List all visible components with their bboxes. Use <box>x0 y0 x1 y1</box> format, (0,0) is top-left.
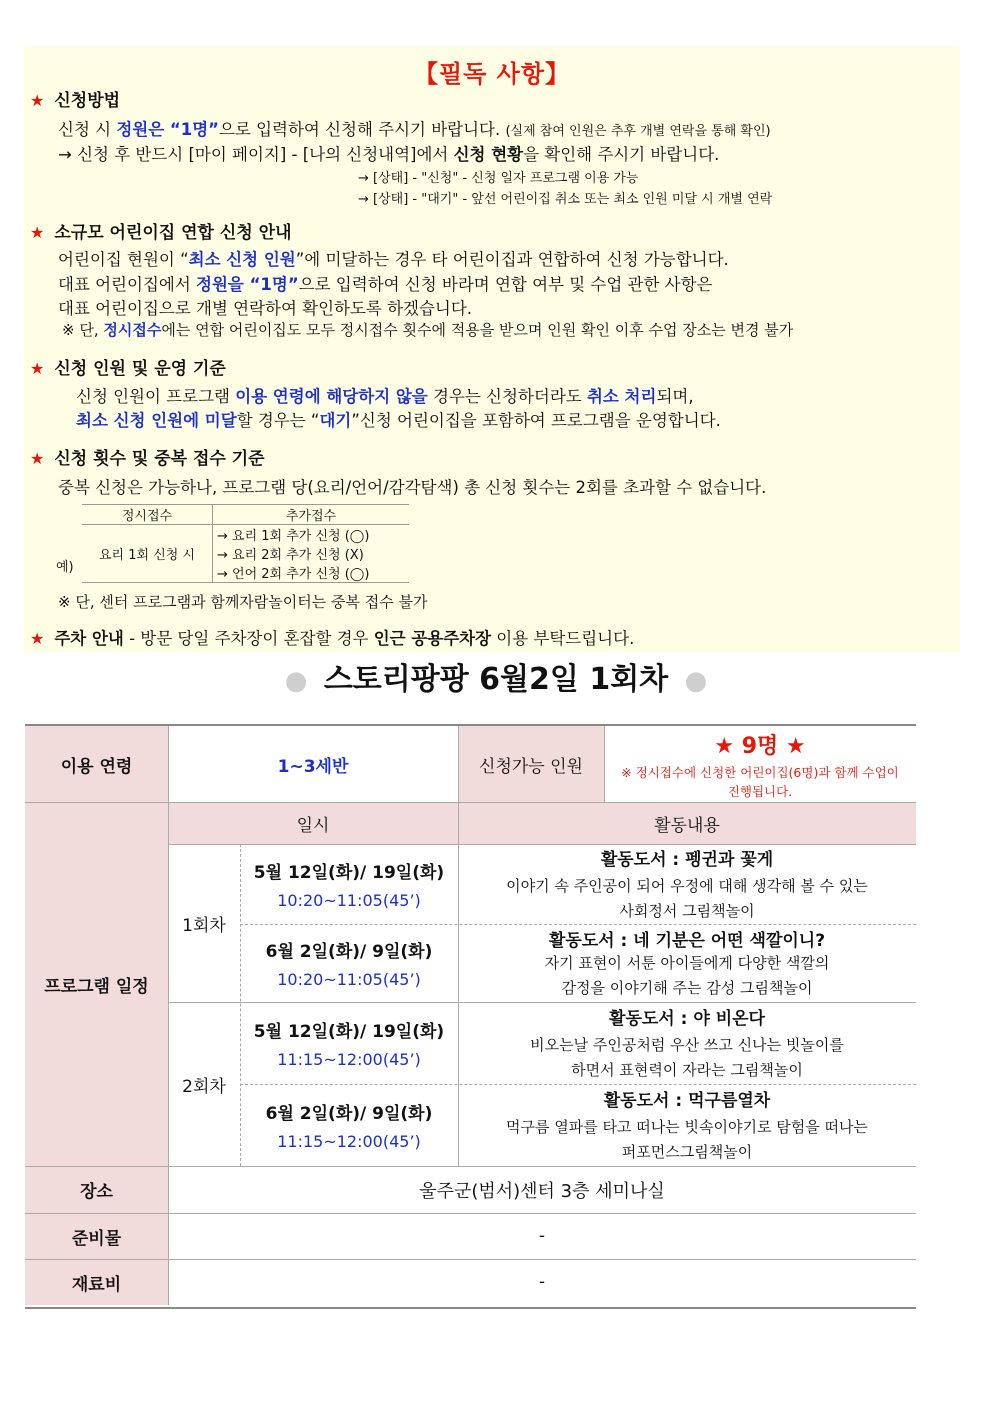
slot-date: 5월 12일(화)/ 19일(화) <box>253 863 445 883</box>
slot-activity <box>458 924 916 1002</box>
slot-date: 6월 2일(화)/ 9일(화) <box>265 1104 433 1124</box>
section-heading: 주차 안내 <box>54 629 124 648</box>
capacity-note: ※ 정시접수에 신청한 어린이집(6명)과 함께 수업이 진행됩니다. <box>621 765 899 799</box>
slot-desc: 감정을 이야기해 주는 감성 그림책놀이 <box>561 978 813 997</box>
slot-book: 활동도서 : 네 기분은 어떤 색깔이니? <box>548 930 826 951</box>
place-value: 울주군(범서)센터 3층 세미나실 <box>419 1180 665 1202</box>
col-activity: 활동내용 <box>458 802 916 844</box>
divider <box>168 844 916 845</box>
program-title-text: 스토리팡팡 6월2일 1회차 <box>323 662 669 697</box>
place-label: 장소 <box>25 1166 168 1213</box>
age-value: 1~3세반 <box>277 756 349 777</box>
slot-activity <box>458 1084 916 1166</box>
slot-desc: 이야기 속 주인공이 되어 우정에 대해 생각해 볼 수 있는 <box>506 876 868 895</box>
divider <box>168 726 169 1305</box>
divider <box>604 726 605 802</box>
example-col-extra: 추가접수 <box>213 505 410 525</box>
divider <box>25 1166 916 1167</box>
divider <box>240 924 916 926</box>
fee-label: 재료비 <box>25 1259 168 1305</box>
capacity-label: 신청가능 인원 <box>458 726 604 802</box>
example-row-label: 요리 1회 신청 시 <box>82 525 213 583</box>
prep-value: - <box>538 1226 546 1246</box>
example-table <box>82 504 409 583</box>
star-icon: ★ <box>30 223 45 242</box>
section-heading: 소규모 어린이집 연합 신청 안내 <box>54 223 292 243</box>
circle-icon: ● <box>684 666 708 696</box>
section-heading: 신청방법 <box>54 91 121 111</box>
example-col-regular: 정시접수 <box>82 505 213 525</box>
slot-datetime <box>240 1002 458 1084</box>
age-label: 이용 연령 <box>25 726 168 802</box>
divider <box>240 844 242 1166</box>
notice-title: 【필독 사항】 <box>413 60 571 88</box>
divider <box>168 1002 916 1003</box>
example-prefix: 예) <box>56 560 74 575</box>
status-apply-note: → [상태] - "신청" - 신청 일자 프로그램 이용 가능 <box>358 171 639 186</box>
slot-datetime <box>240 844 458 924</box>
schedule-label: 프로그램 일정 <box>25 802 168 1166</box>
duplicate-line-1: 중복 신청은 가능하나, 프로그램 당(요리/언어/감각탐색) 총 신청 횟수는 2회를 초과할 수 없습니다. <box>58 478 767 497</box>
fee-value: - <box>538 1272 546 1292</box>
joint-line-4: ※ 단, 정시접수에는 연합 어린이집도 모두 정시접수 횟수에 적용을 받으며 인원 확인 이후 수업 장소는 변경 불가 <box>62 321 794 339</box>
section-parking: ★ 주차 안내 - 방문 당일 주차장이 혼잡할 경우 인근 공용주차장 이용 부탁드립니다. <box>30 629 635 648</box>
slot-time: 11:15~12:00(45’) <box>277 1050 421 1069</box>
duplicate-note: ※ 단, 센터 프로그램과 함께자람놀이터는 중복 접수 불가 <box>58 593 428 611</box>
slot-time: 10:20~11:05(45’) <box>277 970 421 989</box>
example-item: → 요리 1회 추가 신청 (◯) <box>213 525 410 545</box>
divider <box>25 1213 916 1214</box>
criteria-line-1: 신청 인원이 프로그램 이용 연령에 해당하지 않을 경우는 신청하더라도 취소 처리되며, <box>76 387 694 406</box>
slot-date: 6월 2일(화)/ 9일(화) <box>265 942 433 962</box>
slot-datetime <box>240 1084 458 1166</box>
slot-desc: 비오는날 주인공처럼 우산 쓰고 신나는 빗놀이를 <box>530 1035 844 1054</box>
star-icon: ★ <box>30 629 45 648</box>
slot-datetime <box>240 924 458 1002</box>
section-joint-apply <box>30 218 292 243</box>
slot-date: 5월 12일(화)/ 19일(화) <box>253 1022 445 1042</box>
slot-book: 활동도서 : 먹구름열차 <box>603 1090 771 1111</box>
divider <box>458 726 459 1166</box>
apply-line-1: 신청 시 정원은 “1명”으로 입력하여 신청해 주시기 바랍니다. (실제 참여 인원은 추후 개별 연락을 통해 확인) <box>58 120 771 139</box>
col-date: 일시 <box>168 802 458 844</box>
slot-time: 10:20~11:05(45’) <box>277 891 421 910</box>
star-icon: ★ <box>30 449 45 468</box>
slot-desc: 먹구름 열파를 타고 떠나는 빗속이야기로 탐험을 떠나는 <box>506 1117 868 1136</box>
slot-desc: 자기 표현이 서툰 아이들에게 다양한 색깔의 <box>544 953 830 972</box>
star-icon: ★ <box>30 91 45 110</box>
notice-box <box>24 46 960 652</box>
section-heading: 신청 인원 및 운영 기준 <box>54 359 226 379</box>
star-icon: ★ <box>30 359 45 378</box>
session-2-label: 2회차 <box>182 1076 226 1097</box>
prep-label: 준비물 <box>25 1213 168 1259</box>
slot-book: 활동도서 : 야 비온다 <box>609 1008 765 1029</box>
section-operation-criteria <box>30 354 226 379</box>
section-heading: 신청 횟수 및 중복 접수 기준 <box>54 449 265 469</box>
capacity-value: ★ 9명 ★ <box>714 734 806 759</box>
section-duplicate-criteria <box>30 444 265 469</box>
program-title <box>0 654 992 698</box>
slot-desc: 하면서 표현력이 자라는 그림책놀이 <box>571 1060 803 1079</box>
divider <box>25 1259 916 1260</box>
slot-book: 활동도서 : 펭귄과 꽃게 <box>600 849 774 870</box>
slot-activity <box>458 1002 916 1084</box>
joint-line-1: 어린이집 현원이 “최소 신청 인원”에 미달하는 경우 타 어린이집과 연합하여 신청 가능합니다. <box>58 250 729 269</box>
divider <box>25 802 916 803</box>
section-apply-method <box>30 86 120 111</box>
divider <box>240 1084 916 1086</box>
status-wait-note: → [상태] - "대기" - 앞선 어린이집 취소 또는 최소 인원 미달 시 개별 연락 <box>358 192 773 207</box>
circle-icon: ● <box>284 666 308 696</box>
example-item: → 요리 2회 추가 신청 (X) <box>217 548 364 563</box>
capacity-cell <box>604 726 916 802</box>
apply-line-2: → 신청 후 반드시 [마이 페이지] - [나의 신청내역]에서 신청 현황을 확인해 주시기 바랍니다. <box>58 145 720 164</box>
program-info-table <box>25 724 916 1309</box>
slot-desc: 퍼포먼스그림책놀이 <box>621 1142 753 1161</box>
joint-line-2: 대표 어린이집에서 정원을 “1명”으로 입력하여 신청 바라며 연합 여부 및 수업 관한 사항은 <box>58 275 713 294</box>
session-1-label: 1회차 <box>182 915 226 936</box>
example-item: → 언어 2회 추가 신청 (◯) <box>213 563 410 583</box>
slot-desc: 사회정서 그림책놀이 <box>619 901 755 920</box>
slot-activity <box>458 844 916 924</box>
criteria-line-2: 최소 신청 인원에 미달할 경우는 “대기”신청 어린이집을 포함하여 프로그램을 운영합니다. <box>76 411 721 430</box>
joint-line-3: 대표 어린이집으로 개별 연락하여 확인하도록 하겠습니다. <box>58 299 473 318</box>
slot-time: 11:15~12:00(45’) <box>277 1132 421 1151</box>
